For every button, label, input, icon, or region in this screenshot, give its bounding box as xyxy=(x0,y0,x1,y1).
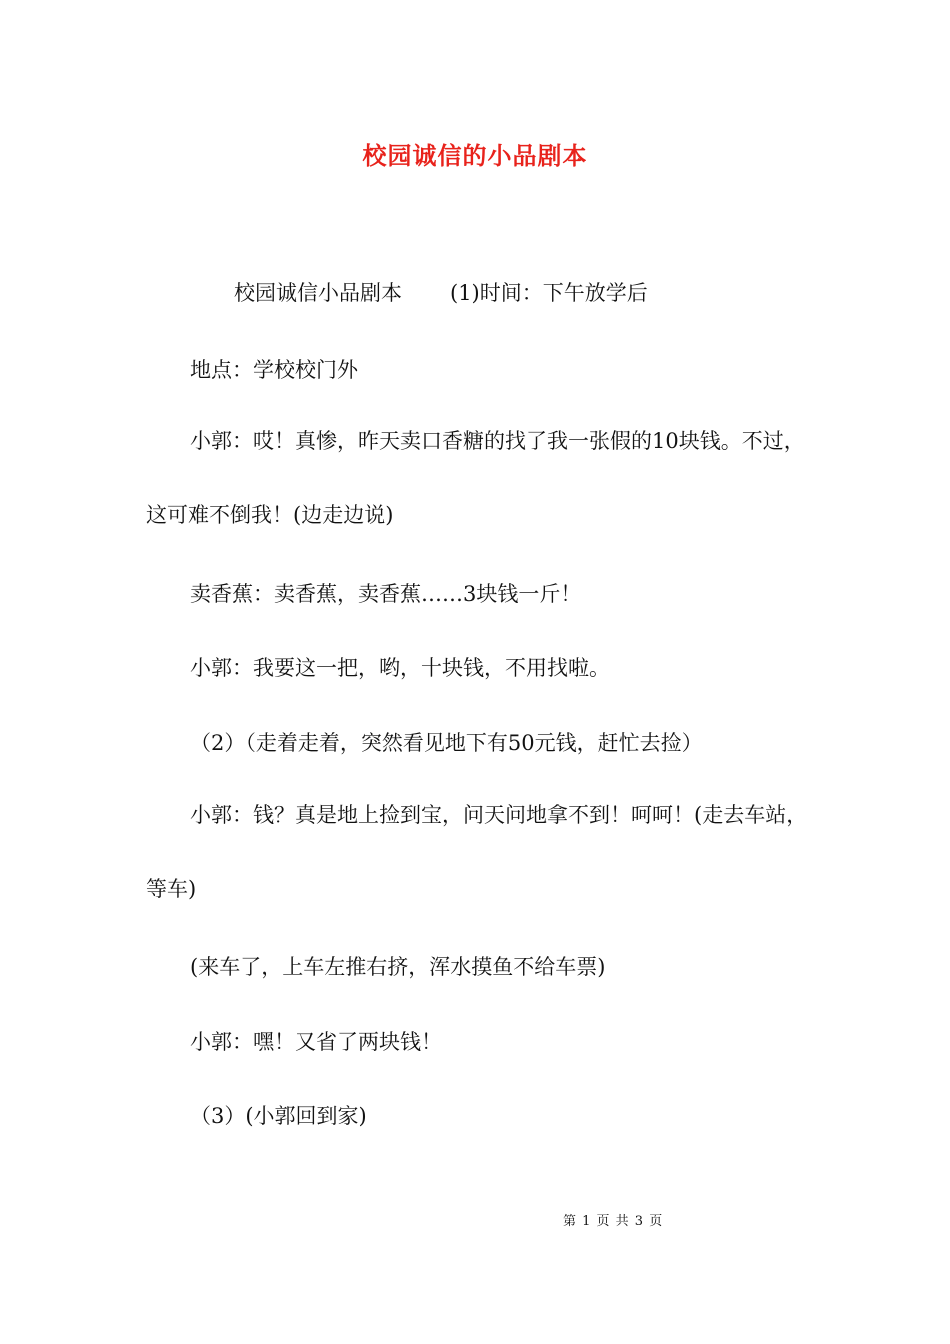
paragraph-location: 地点：学校校门外 xyxy=(190,358,358,382)
paragraph-bus: (来车了，上车左推右挤，浑水摸鱼不给车票) xyxy=(190,955,606,979)
paragraph-xiaoguo-1: 小郭：哎！真惨，昨天卖口香糖的找了我一张假的10块钱。不过，这可难不倒我！(边走边说) xyxy=(146,429,805,527)
paragraph-xiaoguo-2: 小郭：我要这一把，哟，十块钱，不用找啦。 xyxy=(190,656,610,680)
page-number-footer: 第 1 页 共 3 页 xyxy=(563,1214,664,1229)
paragraph-intro xyxy=(146,256,810,330)
paragraph-xiaoguo-3: 小郭：钱？真是地上捡到宝，问天问地拿不到！呵呵！(走去车站，等车) xyxy=(146,803,808,901)
paragraph-scene-2: （2）（走着走着，突然看见地下有50元钱，赶忙去捡） xyxy=(190,731,703,755)
document-title: 校园诚信的小品剧本 xyxy=(362,141,588,170)
intro-heading: 校园诚信小品剧本 xyxy=(234,281,402,305)
paragraph-scene-3: （3）(小郭回到家) xyxy=(190,1104,367,1128)
intro-time: (1)时间：下午放学后 xyxy=(450,281,648,305)
paragraph-xiaoguo-4: 小郭：嘿！又省了两块钱！ xyxy=(190,1030,442,1054)
paragraph-banana-seller: 卖香蕉：卖香蕉，卖香蕉……3块钱一斤！ xyxy=(190,582,582,606)
